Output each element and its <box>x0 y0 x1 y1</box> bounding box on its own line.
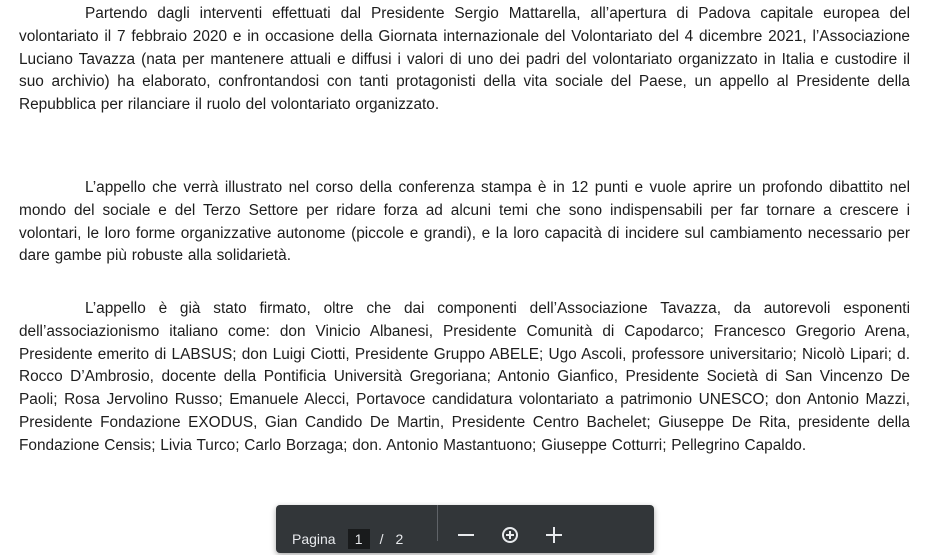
pdf-page-toolbar <box>276 505 654 553</box>
zoom-fit-icon <box>500 525 520 545</box>
paragraph-appello: L’appello che verrà illustrato nel corso della conferenza stampa è in 12 punti e vuole aprire un profondo dibattito nel mondo del sociale e del Terzo Settore per ridare forza ad alcuni temi che sono indispensabili per far tornare a crescere i volontari, le loro forme organizzative autonome (piccole e grandi), e la loro capacità di incidere sul cambiamento necessario per dare gambe più robuste alla solidarietà. <box>19 179 910 265</box>
toolbar-divider <box>437 505 438 541</box>
paragraph-firmatari: L’appello è già stato firmato, oltre che dai componenti dell’Associazione Tavazza, da autorevoli esponenti dell’associazionismo italiano come: don Vinicio Albanesi, Presidente Comunità di Capodarco; Francesco Gregorio Arena, Presidente emerito di LABSUS; don Luigi Ciotti, Presidente Gruppo ABELE; Ugo Ascoli, professore universitario; Nicolò Lipari; d. Rocco D’Ambrosio, docente della Pontificia Università Gregoriana; Antonio Gianfico, Presidente Società di San Vincenzo De Paoli; Rosa Jervolino Russo; Emanuele Alecci, Portavoce candidatura volontariato a patrimonio UNESCO; don Antonio Mazzi, Presidente Fondazione EXODUS, Gian Candido De Martin, Presidente Centro Bachelet; Giuseppe De Rita, presidente della Fondazione Censis; Livia Turco; Carlo Borzaga; don. Antonio Mastantuono; Giuseppe Cotturri; Pellegrino Capaldo. <box>19 300 910 454</box>
zoom-fit-button[interactable] <box>494 519 526 551</box>
zoom-in-button[interactable] <box>538 519 570 551</box>
total-pages: 2 <box>395 531 404 547</box>
paragraph-intro: Partendo dagli interventi effettuati dal Presidente Sergio Mattarella, all’apertura di Padova capitale europea del volontariato il 7 febbraio 2020 e in occasione della Giornata internazionale del Volontariato del 4 dicembre 2021, l’Associazione Luciano Tavazza (nata per mantenere attuali e diffusi i valori di uno dei padri del volontariato organizzato in Italia e custodire il suo archivio) ha elaborato, confrontandosi con tanti protagonisti della vita sociale del Paese, un appello al Presidente della Repubblica per rilanciare il ruolo del volontariato organizzato. <box>19 5 910 114</box>
page-number-input[interactable] <box>348 529 370 549</box>
zoom-out-button[interactable] <box>450 519 482 551</box>
page-separator: / <box>379 531 384 547</box>
page-indicator <box>276 505 415 555</box>
plus-icon <box>544 525 564 545</box>
page-label: Pagina <box>292 531 336 547</box>
minus-icon <box>456 525 476 545</box>
